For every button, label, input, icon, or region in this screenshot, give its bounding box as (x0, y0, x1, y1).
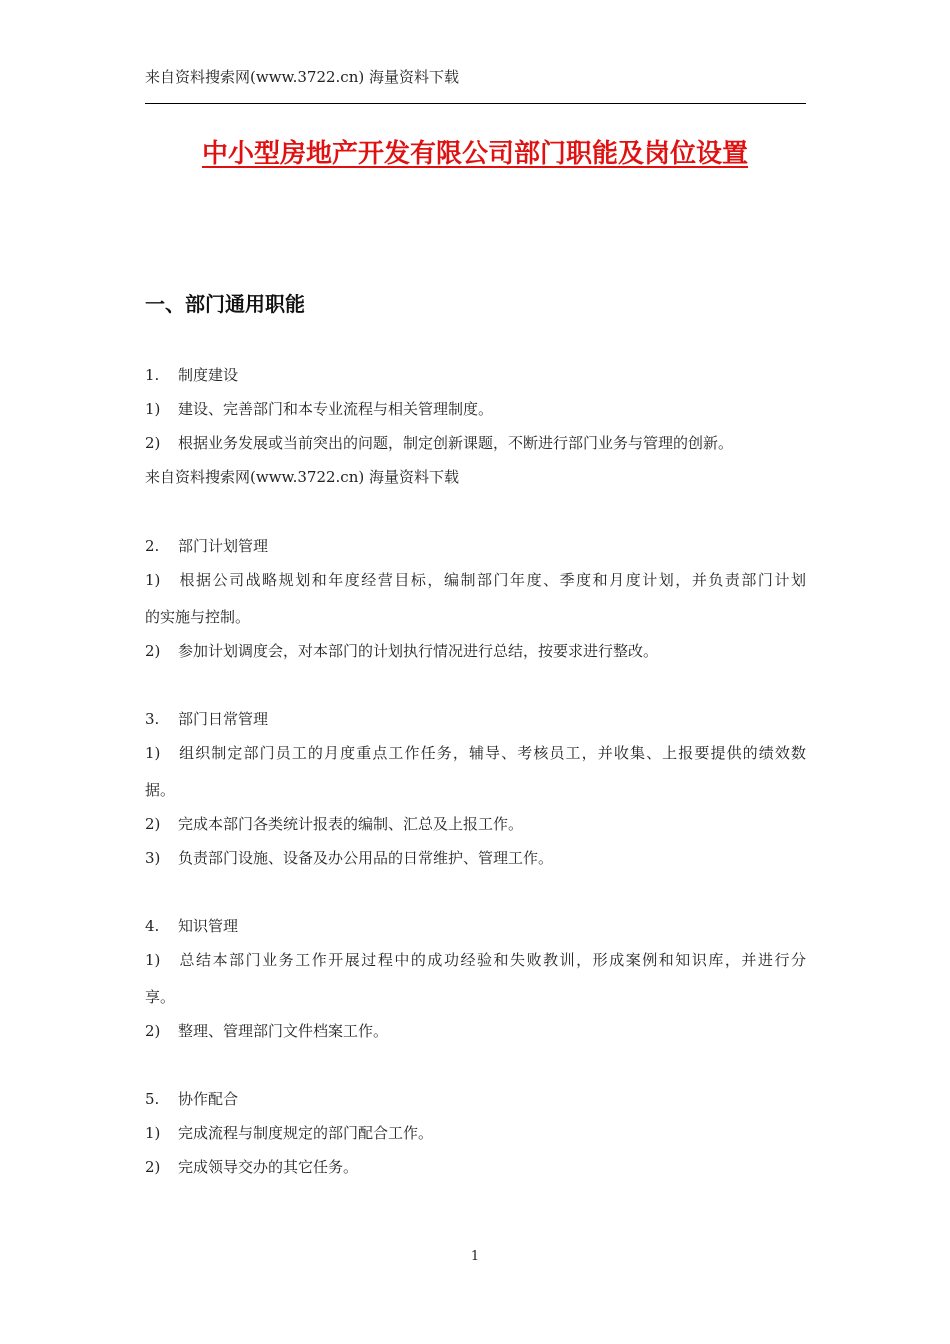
source-note: 来自资料搜索网(www.3722.cn) 海量资料下载 (145, 468, 459, 486)
item-text: 根据业务发展或当前突出的问题，制定创新课题，不断进行部门业务与管理的创新。 (178, 434, 734, 452)
item-number: 1) (145, 1124, 161, 1142)
item-text: 参加计划调度会，对本部门的计划执行情况进行总结，按要求进行整改。 (178, 642, 659, 660)
list-item (145, 847, 553, 868)
list-item-continuation: 据。 (145, 781, 176, 799)
list-item (145, 432, 733, 453)
section-number: 1. (145, 366, 160, 384)
item-number: 1) (145, 744, 161, 762)
section-3-heading (145, 708, 268, 729)
item-text: 建设、完善部门和本专业流程与相关管理制度。 (178, 400, 494, 418)
item-text: 总结本部门业务工作开展过程中的成功经验和失败教训，形成案例和知识库，并进行分 (178, 951, 806, 969)
list-item-continuation: 享。 (145, 988, 176, 1006)
item-number: 1) (145, 571, 161, 589)
item-number: 2) (145, 815, 161, 833)
item-text: 完成流程与制度规定的部门配合工作。 (178, 1124, 434, 1142)
item-number: 3) (145, 849, 161, 867)
item-text: 组织制定部门员工的月度重点工作任务，辅导、考核员工，并收集、上报要提供的绩效数 (178, 744, 806, 762)
page-number: 1 (470, 1249, 480, 1264)
section-5-heading (145, 1088, 238, 1109)
item-number: 2) (145, 434, 161, 452)
item-text: 负责部门设施、设备及办公用品的日常维护、管理工作。 (178, 849, 554, 867)
list-item (145, 398, 493, 419)
list-item (145, 742, 806, 763)
item-text: 完成领导交办的其它任务。 (178, 1158, 359, 1176)
list-item (145, 813, 523, 834)
section-4-heading (145, 915, 238, 936)
item-number: 1) (145, 400, 161, 418)
section-number: 5. (145, 1090, 160, 1108)
list-item (145, 640, 658, 661)
list-item (145, 569, 806, 590)
section-label: 知识管理 (178, 917, 239, 935)
section-number: 2. (145, 537, 160, 555)
list-item (145, 1156, 358, 1177)
list-item (145, 1122, 433, 1143)
list-item-continuation: 的实施与控制。 (145, 608, 251, 626)
section-label: 制度建设 (178, 366, 239, 384)
section-number: 3. (145, 710, 160, 728)
item-number: 2) (145, 1022, 161, 1040)
section-label: 部门计划管理 (178, 537, 269, 555)
page-header-text: 来自资料搜索网(www.3722.cn) 海量资料下载 (145, 68, 459, 86)
section-heading: 一、部门通用职能 (145, 292, 305, 316)
document-title: 中小型房地产开发有限公司部门职能及岗位设置 (201, 139, 748, 169)
section-number: 4. (145, 917, 160, 935)
item-number: 2) (145, 642, 161, 660)
item-text: 根据公司战略规划和年度经营目标，编制部门年度、季度和月度计划，并负责部门计划 (178, 571, 806, 589)
section-2-heading (145, 535, 268, 556)
list-item (145, 949, 806, 970)
item-number: 1) (145, 951, 161, 969)
item-number: 2) (145, 1158, 161, 1176)
section-label: 协作配合 (178, 1090, 239, 1108)
item-text: 完成本部门各类统计报表的编制、汇总及上报工作。 (178, 815, 524, 833)
header-divider (145, 103, 806, 104)
section-1-heading (145, 364, 238, 385)
list-item (145, 1020, 388, 1041)
section-label: 部门日常管理 (178, 710, 269, 728)
item-text: 整理、管理部门文件档案工作。 (178, 1022, 389, 1040)
